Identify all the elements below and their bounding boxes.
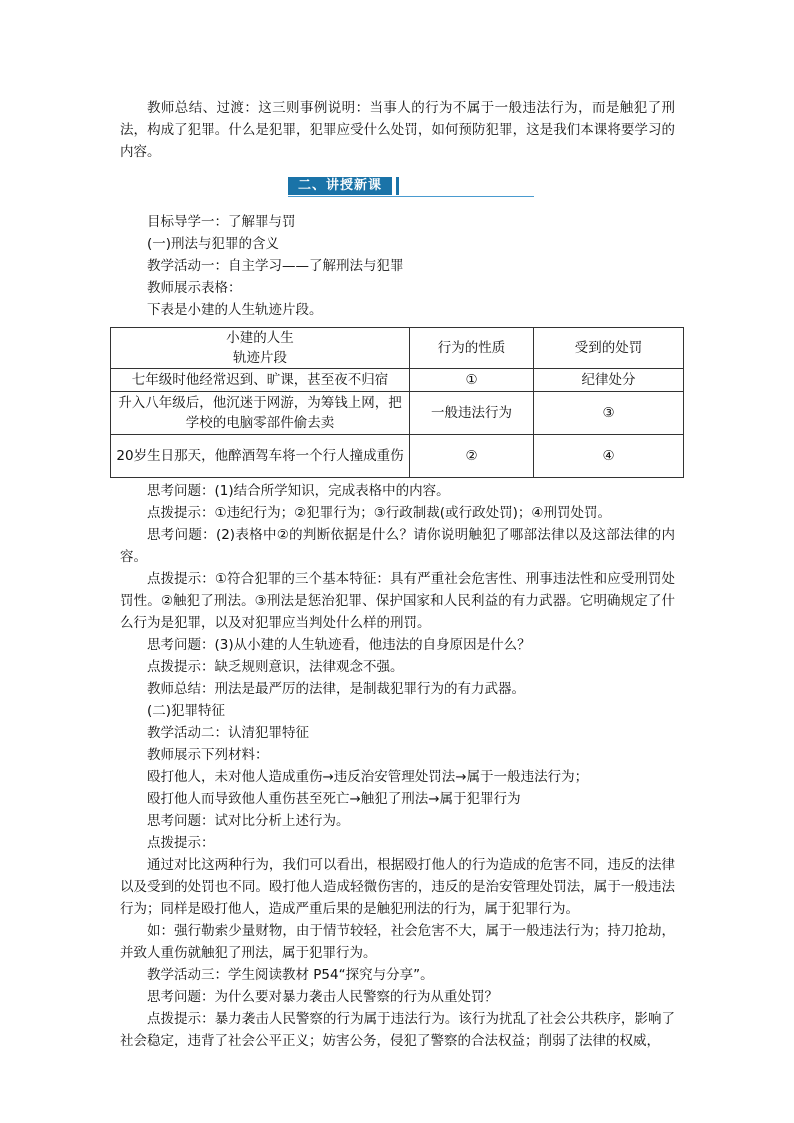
- question-3: 思考问题：(3)从小建的人生轨迹看，他违法的自身原因是什么？: [147, 637, 531, 653]
- material-line: 殴打他人而导致他人重伤甚至死亡→触犯了刑法→属于犯罪行为: [147, 791, 521, 807]
- table-header-cell: 小建的人生 轨迹片段: [111, 328, 410, 369]
- activity-heading: 教学活动二：认清犯罪特征: [147, 725, 309, 741]
- section-banner-title: 二、讲授新课: [288, 177, 392, 195]
- table-cell: 纪律处分: [534, 369, 684, 392]
- table-cell: ④: [534, 435, 684, 478]
- section-banner: [120, 171, 675, 205]
- question-5: 思考问题：为什么要对暴力袭击人民警察的行为从重处罚？: [147, 989, 498, 1005]
- table-cell: ①: [410, 369, 534, 392]
- body-text: [120, 480, 675, 1052]
- table-cell: 一般违法行为: [410, 392, 534, 435]
- table-header-cell: 受到的处罚: [534, 328, 684, 369]
- table-header-cell: 行为的性质: [410, 328, 534, 369]
- teacher-summary: 教师总结：刑法是最严厉的法律，是制裁犯罪行为的有力武器。: [147, 681, 525, 697]
- table-cell: 七年级时他经常迟到、旷课，甚至夜不归宿: [111, 369, 410, 392]
- teacher-shows-table: 教师展示表格：: [147, 280, 242, 296]
- activity-heading: 教学活动三：学生阅读教材 P54“探究与分享”。: [147, 967, 434, 983]
- table-cell: 20岁生日那天，他醉酒驾车将一个行人撞成重伤: [111, 435, 410, 478]
- subsection-heading: (二)犯罪特征: [147, 703, 226, 719]
- table-cell: ③: [534, 392, 684, 435]
- hint-5: 点拨提示：暴力袭击人民警察的行为属于违法行为。该行为扰乱了社会公共秩序，影响了社会稳定，违背了社会公平正义；妨害公务，侵犯了警察的合法权益；削弱了法律的权威，: [120, 1011, 675, 1049]
- table-row: [111, 369, 684, 392]
- hint-3: 点拨提示：缺乏规则意识，法律观念不强。: [147, 659, 404, 675]
- table-cell: 升入八年级后，他沉迷于网游，为筹钱上网，把学校的电脑零部件偷去卖: [111, 392, 410, 435]
- intro-paragraph: 教师总结、过渡：这三则事例说明：当事人的行为不属于一般违法行为，而是触犯了刑法，构成了犯罪。什么是犯罪，犯罪应受什么处罚，如何预防犯罪，这是我们本课将要学习的内容。: [120, 100, 675, 160]
- banner-bar-decoration: [396, 177, 399, 195]
- example-paragraph: 如：强行勒索少量财物，由于情节较轻，社会危害不大，属于一般违法行为；持刀抢劫，并致人重伤就触犯了刑法，属于犯罪行为。: [120, 923, 675, 961]
- table-cell: ②: [410, 435, 534, 478]
- document-content: [116, 97, 675, 1052]
- question-4: 思考问题：试对比分析上述行为。: [147, 813, 350, 829]
- question-2: 思考问题：(2)表格中②的判断依据是什么？请你说明触犯了哪部法律以及这部法律的内容。: [120, 527, 675, 565]
- table-row: [111, 392, 684, 435]
- table-intro: 下表是小建的人生轨迹片段。: [147, 302, 323, 318]
- table-row: [111, 435, 684, 478]
- teacher-shows-material: 教师展示下列材料：: [147, 747, 269, 763]
- hint-1: 点拨提示：①违纪行为；②犯罪行为；③行政制裁(或行政处罚)；④刑罚处罚。: [147, 505, 611, 521]
- hint-2: 点拨提示：①符合犯罪的三个基本特征：具有严重社会危害性、刑事违法性和应受刑罚处罚性。②触犯了刑法。③刑法是惩治犯罪、保护国家和人民利益的有力武器。它明确规定了什么行为是犯罪，以及对犯罪应当判处什么样的刑罚。: [120, 571, 675, 631]
- material-line: 殴打他人，未对他人造成重伤→违反治安管理处罚法→属于一般违法行为；: [147, 769, 589, 785]
- subsection-heading: (一)刑法与犯罪的含义: [147, 236, 280, 252]
- table-header-row: [111, 328, 684, 369]
- banner-underline: [288, 196, 534, 197]
- activity-heading: 教学活动一：自主学习——了解刑法与犯罪: [147, 258, 404, 274]
- analysis-paragraph: 通过对比这两种行为，我们可以看出，根据殴打他人的行为造成的危害不同，违反的法律以及受到的处罚也不同。殴打他人造成轻微伤害的，违反的是治安管理处罚法，属于一般违法行为；同样是殴打他人，造成严重后果的是触犯刑法的行为，属于犯罪行为。: [120, 857, 675, 917]
- question-1: 思考问题：(1)结合所学知识，完成表格中的内容。: [147, 483, 450, 499]
- life-track-table: [110, 327, 684, 478]
- hint-label: 点拨提示：: [147, 835, 215, 851]
- goal-heading: 目标导学一：了解罪与罚: [147, 214, 296, 230]
